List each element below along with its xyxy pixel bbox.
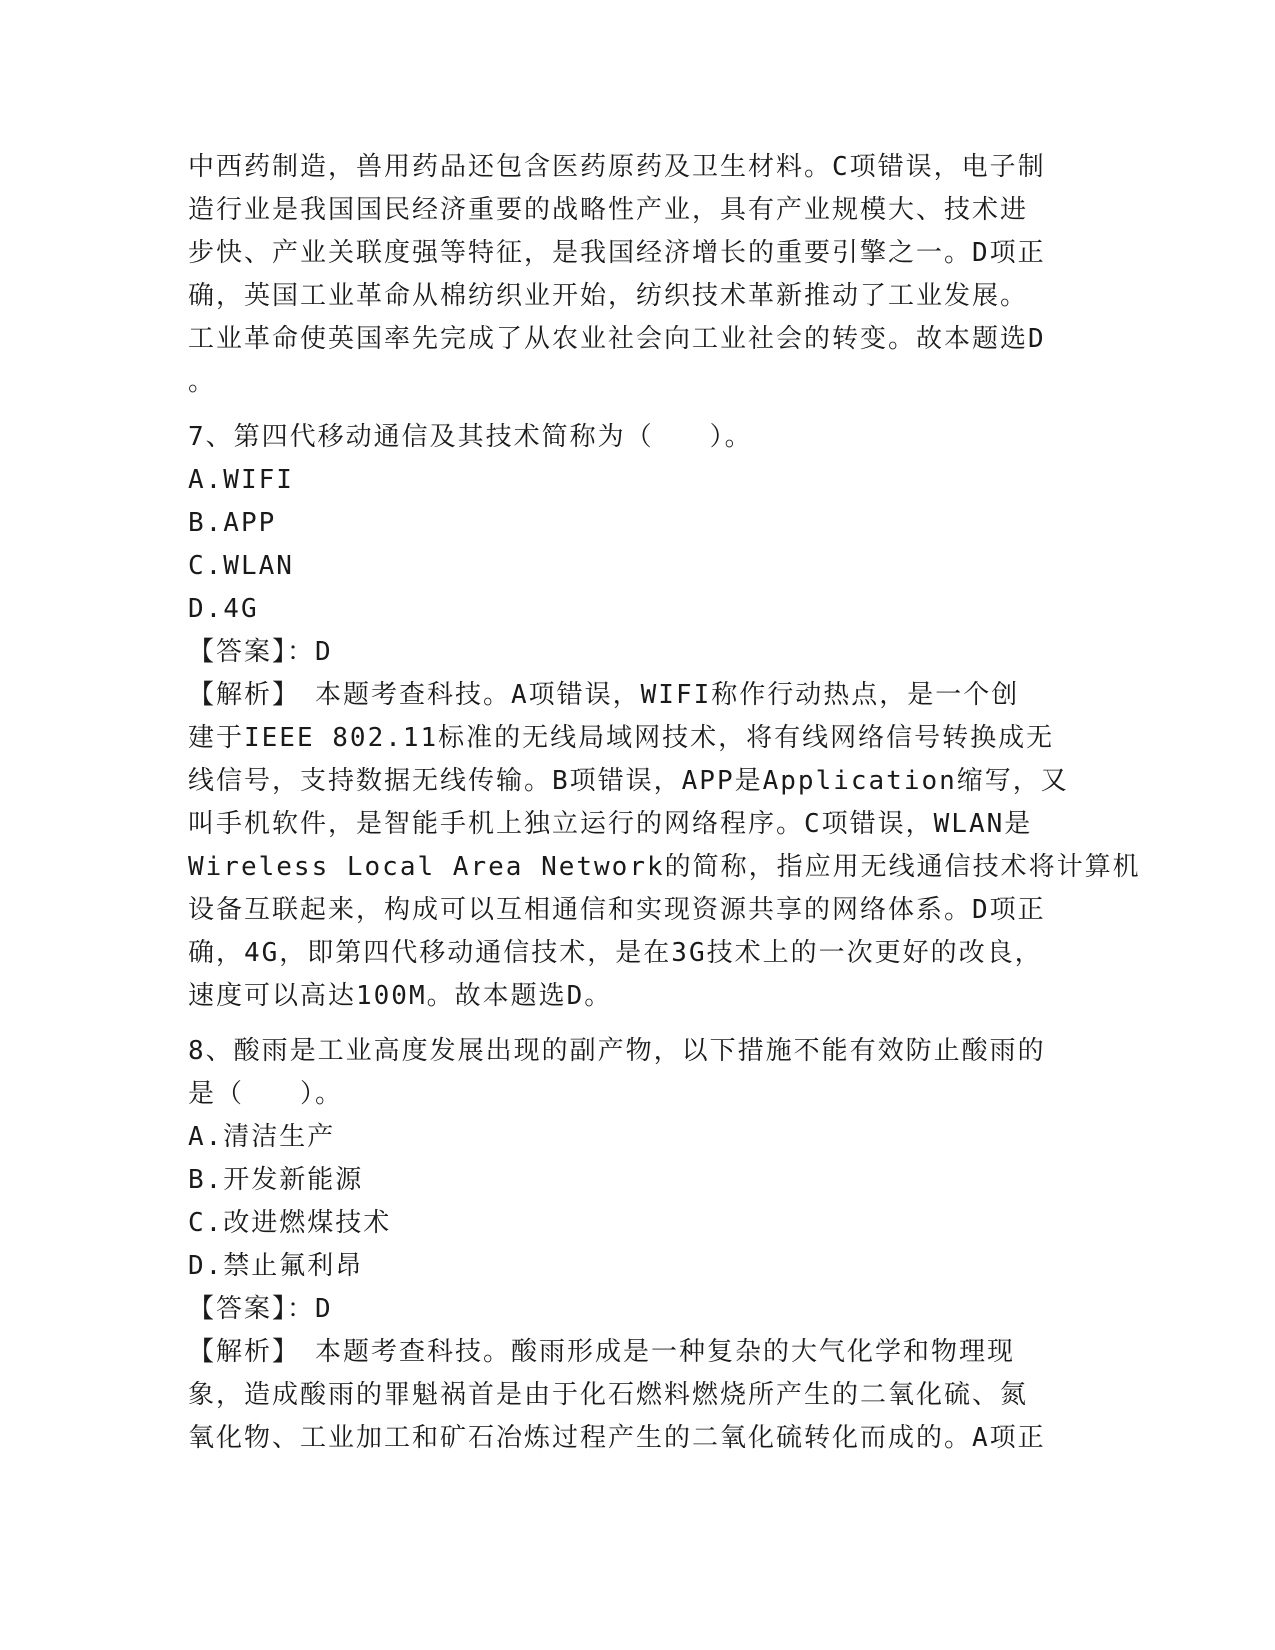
option-b: B.APP	[188, 508, 277, 538]
analysis-line: 【解析】 本题考查科技。酸雨形成是一种复杂的大气化学和物理现	[188, 1337, 1016, 1367]
text-line: 中西药制造，兽用药品还包含医药原药及卫生材料。C项错误，电子制	[188, 152, 1046, 182]
continuation-text	[188, 146, 1088, 404]
analysis-line: 叫手机软件，是智能手机上独立运行的网络程序。C项错误，WLAN是	[188, 809, 1033, 839]
analysis-line: 氧化物、工业加工和矿石冶炼过程产生的二氧化硫转化而成的。A项正	[188, 1423, 1046, 1453]
option-a: A.清洁生产	[188, 1122, 336, 1152]
answer-line: 【答案】：D	[188, 637, 333, 667]
text-line: 工业革命使英国率先完成了从农业社会向工业社会的转变。故本题选D	[188, 324, 1046, 354]
option-d: D.4G	[188, 594, 259, 624]
text-line: 确，英国工业革命从棉纺织业开始，纺织技术革新推动了工业发展。	[188, 281, 1029, 311]
text-line: 造行业是我国国民经济重要的战略性产业，具有产业规模大、技术进	[188, 195, 1029, 225]
analysis-line: 速度可以高达100M。故本题选D。	[188, 981, 613, 1011]
option-b: B.开发新能源	[188, 1165, 364, 1195]
option-d: D.禁止氟利昂	[188, 1251, 364, 1281]
analysis-line: 【解析】 本题考查科技。A项错误，WIFI称作行动热点，是一个创	[188, 680, 1020, 710]
question-text: 7、第四代移动通信及其技术简称为（ ）。	[188, 422, 753, 452]
question-8	[188, 1030, 1088, 1460]
text-line: 。	[188, 367, 217, 397]
analysis-line: Wireless Local Area Network的简称，指应用无线通信技术将计算机	[188, 852, 1141, 882]
question-7	[188, 416, 1141, 1018]
analysis-line: 设备互联起来，构成可以互相通信和实现资源共享的网络体系。D项正	[188, 895, 1046, 925]
analysis-line: 确，4G，即第四代移动通信技术，是在3G技术上的一次更好的改良，	[188, 938, 1043, 968]
answer-line: 【答案】：D	[188, 1294, 333, 1324]
option-c: C.WLAN	[188, 551, 294, 581]
option-a: A.WIFI	[188, 465, 294, 495]
question-text: 8、酸雨是工业高度发展出现的副产物，以下措施不能有效防止酸雨的	[188, 1036, 1046, 1066]
analysis-line: 象，造成酸雨的罪魁祸首是由于化石燃料燃烧所产生的二氧化硫、氮	[188, 1380, 1029, 1410]
analysis-line: 建于IEEE 802.11标准的无线局域网技术，将有线网络信号转换成无	[188, 723, 1055, 753]
document-page	[188, 146, 1141, 1460]
option-c: C.改进燃煤技术	[188, 1208, 392, 1238]
analysis-line: 线信号，支持数据无线传输。B项错误，APP是Application缩写，又	[188, 766, 1069, 796]
text-line: 步快、产业关联度强等特征，是我国经济增长的重要引擎之一。D项正	[188, 238, 1046, 268]
question-text: 是（ ）。	[188, 1079, 344, 1109]
